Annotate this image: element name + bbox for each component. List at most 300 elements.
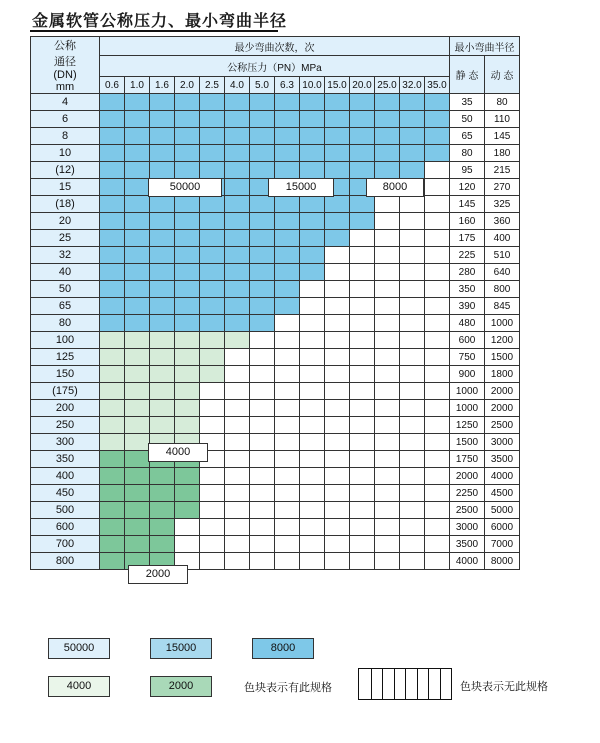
dynamic-radius: 2500 xyxy=(485,417,520,434)
pn-col-header: 6.3 xyxy=(275,77,300,94)
spec-cell xyxy=(150,383,175,400)
spec-cell xyxy=(275,383,300,400)
table-row xyxy=(31,281,520,298)
spec-cell xyxy=(175,264,200,281)
spec-cell xyxy=(425,179,450,196)
spec-cell xyxy=(150,111,175,128)
spec-cell xyxy=(400,281,425,298)
spec-cell xyxy=(425,247,450,264)
dynamic-radius: 8000 xyxy=(485,553,520,570)
spec-cell xyxy=(325,298,350,315)
pn-col-header: 20.0 xyxy=(350,77,375,94)
static-radius: 280 xyxy=(450,264,485,281)
spec-cell xyxy=(375,264,400,281)
pn-col-header: 1.0 xyxy=(125,77,150,94)
dn-line-3: (DN) xyxy=(53,69,77,81)
table-row xyxy=(31,468,520,485)
spec-cell xyxy=(275,298,300,315)
table-body xyxy=(31,94,520,570)
spec-cell xyxy=(350,145,375,162)
spec-cell xyxy=(425,111,450,128)
dynamic-radius: 1500 xyxy=(485,349,520,366)
table-row xyxy=(31,247,520,264)
spec-cell xyxy=(325,230,350,247)
spec-cell xyxy=(150,366,175,383)
static-radius: 3500 xyxy=(450,536,485,553)
spec-cell xyxy=(175,536,200,553)
dynamic-radius: 325 xyxy=(485,196,520,213)
pn-header: 公称压力（PN）MPa xyxy=(100,56,450,77)
spec-cell xyxy=(225,298,250,315)
spec-cell xyxy=(200,128,225,145)
spec-cell xyxy=(175,247,200,264)
spec-cell xyxy=(200,213,225,230)
spec-cell xyxy=(250,519,275,536)
spec-cell xyxy=(350,230,375,247)
spec-cell xyxy=(225,468,250,485)
spec-cell xyxy=(250,111,275,128)
dynamic-radius: 400 xyxy=(485,230,520,247)
spec-cell xyxy=(125,298,150,315)
spec-cell xyxy=(375,451,400,468)
dynamic-radius: 4000 xyxy=(485,468,520,485)
spec-cell xyxy=(275,451,300,468)
spec-cell xyxy=(125,162,150,179)
spec-cell xyxy=(350,366,375,383)
spec-cell xyxy=(150,485,175,502)
spec-cell xyxy=(125,332,150,349)
legend-50000: 50000 xyxy=(48,638,110,659)
spec-cell xyxy=(400,145,425,162)
dn-value: 200 xyxy=(31,400,100,417)
spec-cell xyxy=(175,281,200,298)
spec-cell xyxy=(325,468,350,485)
dn-value: 300 xyxy=(31,434,100,451)
spec-cell xyxy=(200,536,225,553)
spec-cell xyxy=(325,366,350,383)
spec-cell xyxy=(375,383,400,400)
dynamic-radius: 640 xyxy=(485,264,520,281)
spec-cell xyxy=(400,213,425,230)
dn-value: 50 xyxy=(31,281,100,298)
spec-cell xyxy=(400,111,425,128)
spec-cell xyxy=(425,536,450,553)
dn-value: 600 xyxy=(31,519,100,536)
spec-cell xyxy=(350,196,375,213)
static-radius: 480 xyxy=(450,315,485,332)
spec-cell xyxy=(200,485,225,502)
spec-cell xyxy=(150,213,175,230)
spec-cell xyxy=(275,247,300,264)
spec-cell xyxy=(100,485,125,502)
spec-cell xyxy=(225,213,250,230)
spec-cell xyxy=(275,519,300,536)
spec-cell xyxy=(300,519,325,536)
spec-cell xyxy=(300,553,325,570)
spec-cell xyxy=(400,94,425,111)
dynamic-radius: 110 xyxy=(485,111,520,128)
spec-cell xyxy=(325,332,350,349)
spec-cell xyxy=(300,417,325,434)
spec-cell xyxy=(100,281,125,298)
dynamic-radius: 3000 xyxy=(485,434,520,451)
spec-cell xyxy=(350,519,375,536)
table-row xyxy=(31,94,520,111)
spec-cell xyxy=(175,468,200,485)
spec-cell xyxy=(250,264,275,281)
spec-cell xyxy=(225,400,250,417)
static-radius: 1500 xyxy=(450,434,485,451)
spec-cell xyxy=(250,502,275,519)
spec-cell xyxy=(200,468,225,485)
spec-cell xyxy=(125,468,150,485)
spec-cell xyxy=(150,230,175,247)
table-row xyxy=(31,366,520,383)
spec-cell xyxy=(100,502,125,519)
header-row-2 xyxy=(31,56,520,77)
dn-value: (12) xyxy=(31,162,100,179)
spec-cell xyxy=(375,94,400,111)
spec-cell xyxy=(100,366,125,383)
static-radius: 3000 xyxy=(450,519,485,536)
spec-cell xyxy=(200,332,225,349)
spec-cell xyxy=(175,111,200,128)
spec-cell xyxy=(150,162,175,179)
spec-cell xyxy=(350,332,375,349)
dn-value: 125 xyxy=(31,349,100,366)
spec-cell xyxy=(125,434,150,451)
spec-cell xyxy=(300,468,325,485)
spec-cell xyxy=(125,94,150,111)
spec-cell xyxy=(150,264,175,281)
spec-table xyxy=(30,36,520,570)
spec-cell xyxy=(200,145,225,162)
spec-cell xyxy=(300,434,325,451)
table-row xyxy=(31,383,520,400)
spec-cell xyxy=(100,213,125,230)
dynamic-radius: 4500 xyxy=(485,485,520,502)
spec-cell xyxy=(250,451,275,468)
spec-cell xyxy=(175,162,200,179)
spec-cell xyxy=(375,349,400,366)
spec-cell xyxy=(300,315,325,332)
spec-cell xyxy=(125,349,150,366)
dynamic-radius: 2000 xyxy=(485,400,520,417)
header-row-1 xyxy=(31,37,520,56)
table-row xyxy=(31,553,520,570)
dn-value: 20 xyxy=(31,213,100,230)
dn-value: 150 xyxy=(31,366,100,383)
spec-cell xyxy=(100,264,125,281)
spec-cell xyxy=(200,111,225,128)
pn-col-header: 15.0 xyxy=(325,77,350,94)
spec-cell xyxy=(375,366,400,383)
dn-value: 400 xyxy=(31,468,100,485)
spec-cell xyxy=(300,349,325,366)
static-radius: 390 xyxy=(450,298,485,315)
spec-cell xyxy=(325,281,350,298)
dynamic-radius: 145 xyxy=(485,128,520,145)
spec-cell xyxy=(275,536,300,553)
static-radius: 145 xyxy=(450,196,485,213)
spec-cell xyxy=(350,502,375,519)
table-row xyxy=(31,298,520,315)
spec-cell xyxy=(300,247,325,264)
spec-cell xyxy=(100,553,125,570)
spec-cell xyxy=(425,417,450,434)
spec-cell xyxy=(200,400,225,417)
spec-cell xyxy=(175,417,200,434)
spec-cell xyxy=(375,230,400,247)
spec-cell xyxy=(325,213,350,230)
spec-cell xyxy=(250,383,275,400)
dynamic-radius: 1200 xyxy=(485,332,520,349)
spec-cell xyxy=(400,383,425,400)
spec-cell xyxy=(275,366,300,383)
spec-cell xyxy=(375,162,400,179)
bend-count-header: 最少弯曲次数，次 xyxy=(100,37,450,56)
spec-cell xyxy=(400,162,425,179)
spec-cell xyxy=(325,400,350,417)
spec-cell xyxy=(175,502,200,519)
spec-cell xyxy=(300,502,325,519)
spec-cell xyxy=(200,383,225,400)
spec-cell xyxy=(400,349,425,366)
pn-col-header: 25.0 xyxy=(375,77,400,94)
spec-cell xyxy=(275,502,300,519)
spec-cell xyxy=(400,417,425,434)
spec-cell xyxy=(275,434,300,451)
spec-cell xyxy=(150,468,175,485)
pn-col-header: 1.6 xyxy=(150,77,175,94)
spec-cell xyxy=(325,247,350,264)
spec-cell xyxy=(200,298,225,315)
spec-cell xyxy=(125,128,150,145)
spec-cell xyxy=(325,485,350,502)
spec-cell xyxy=(375,332,400,349)
spec-cell xyxy=(300,485,325,502)
spec-cell xyxy=(125,485,150,502)
static-radius: 80 xyxy=(450,145,485,162)
spec-cell xyxy=(175,128,200,145)
badge-50000: 50000 xyxy=(148,178,222,197)
spec-cell xyxy=(125,519,150,536)
spec-cell xyxy=(200,196,225,213)
spec-cell xyxy=(175,383,200,400)
static-radius: 35 xyxy=(450,94,485,111)
spec-cell xyxy=(375,536,400,553)
spec-cell xyxy=(375,417,400,434)
legend-15000: 15000 xyxy=(150,638,212,659)
spec-cell xyxy=(150,281,175,298)
spec-cell xyxy=(250,162,275,179)
spec-cell xyxy=(350,434,375,451)
spec-cell xyxy=(275,111,300,128)
table-row xyxy=(31,332,520,349)
spec-cell xyxy=(150,519,175,536)
spec-cell xyxy=(250,485,275,502)
dn-value: 100 xyxy=(31,332,100,349)
spec-cell xyxy=(175,230,200,247)
spec-cell xyxy=(325,451,350,468)
spec-cell xyxy=(425,400,450,417)
hatch-line xyxy=(417,669,418,699)
spec-cell xyxy=(325,519,350,536)
spec-cell xyxy=(150,400,175,417)
spec-cell xyxy=(275,281,300,298)
table-header xyxy=(31,37,520,94)
dynamic-radius: 6000 xyxy=(485,519,520,536)
spec-cell xyxy=(400,536,425,553)
spec-cell xyxy=(100,179,125,196)
spec-cell xyxy=(200,519,225,536)
spec-cell xyxy=(275,162,300,179)
pn-col-header: 2.5 xyxy=(200,77,225,94)
spec-cell xyxy=(375,485,400,502)
spec-cell xyxy=(300,536,325,553)
spec-cell xyxy=(125,111,150,128)
spec-cell xyxy=(400,519,425,536)
spec-cell xyxy=(175,315,200,332)
spec-cell xyxy=(300,230,325,247)
spec-cell xyxy=(275,196,300,213)
spec-cell xyxy=(100,315,125,332)
spec-cell xyxy=(250,553,275,570)
spec-cell xyxy=(375,281,400,298)
spec-cell xyxy=(125,281,150,298)
spec-cell xyxy=(125,417,150,434)
dynamic-radius: 2000 xyxy=(485,383,520,400)
table-row xyxy=(31,162,520,179)
dn-value: 40 xyxy=(31,264,100,281)
dn-value: 25 xyxy=(31,230,100,247)
spec-cell xyxy=(325,502,350,519)
dn-value: 80 xyxy=(31,315,100,332)
badge-15000: 15000 xyxy=(268,178,334,197)
spec-cell xyxy=(150,298,175,315)
spec-cell xyxy=(400,196,425,213)
spec-cell xyxy=(300,94,325,111)
spec-cell xyxy=(100,400,125,417)
hatch-line xyxy=(405,669,406,699)
static-radius: 750 xyxy=(450,349,485,366)
spec-cell xyxy=(100,230,125,247)
dn-value: 32 xyxy=(31,247,100,264)
hatch-line xyxy=(382,669,383,699)
spec-cell xyxy=(375,128,400,145)
badge-4000: 4000 xyxy=(148,443,208,462)
spec-cell xyxy=(275,230,300,247)
spec-cell xyxy=(200,230,225,247)
spec-cell xyxy=(375,298,400,315)
static-radius: 1750 xyxy=(450,451,485,468)
spec-cell xyxy=(175,145,200,162)
spec-cell xyxy=(150,349,175,366)
spec-cell xyxy=(125,247,150,264)
dn-value: 4 xyxy=(31,94,100,111)
dn-value: 700 xyxy=(31,536,100,553)
dn-line-1: 公称 xyxy=(54,40,76,52)
spec-cell xyxy=(275,332,300,349)
spec-cell xyxy=(300,145,325,162)
spec-cell xyxy=(150,417,175,434)
table-row xyxy=(31,502,520,519)
dynamic-radius: 180 xyxy=(485,145,520,162)
spec-cell xyxy=(425,128,450,145)
spec-cell xyxy=(425,213,450,230)
dynamic-radius: 7000 xyxy=(485,536,520,553)
spec-cell xyxy=(325,315,350,332)
spec-cell xyxy=(425,315,450,332)
table-row xyxy=(31,536,520,553)
spec-cell xyxy=(250,298,275,315)
spec-cell xyxy=(100,349,125,366)
spec-cell xyxy=(125,145,150,162)
spec-cell xyxy=(275,213,300,230)
spec-cell xyxy=(350,400,375,417)
spec-cell xyxy=(425,94,450,111)
spec-cell xyxy=(400,502,425,519)
table-row xyxy=(31,451,520,468)
spec-cell xyxy=(300,264,325,281)
spec-cell xyxy=(325,145,350,162)
spec-cell xyxy=(400,366,425,383)
spec-cell xyxy=(325,417,350,434)
spec-cell xyxy=(375,145,400,162)
spec-cell xyxy=(225,332,250,349)
spec-cell xyxy=(425,145,450,162)
spec-cell xyxy=(425,519,450,536)
spec-cell xyxy=(275,349,300,366)
dn-value: 8 xyxy=(31,128,100,145)
spec-cell xyxy=(325,94,350,111)
spec-cell xyxy=(250,468,275,485)
spec-cell xyxy=(225,536,250,553)
table-row xyxy=(31,230,520,247)
spec-cell xyxy=(425,349,450,366)
spec-cell xyxy=(225,349,250,366)
legend-2000: 2000 xyxy=(150,676,212,697)
spec-cell xyxy=(375,196,400,213)
static-radius: 120 xyxy=(450,179,485,196)
hatch-line xyxy=(394,669,395,699)
spec-cell xyxy=(350,247,375,264)
spec-cell xyxy=(100,451,125,468)
spec-cell xyxy=(200,417,225,434)
dynamic-radius: 270 xyxy=(485,179,520,196)
spec-cell xyxy=(325,162,350,179)
dn-value: 65 xyxy=(31,298,100,315)
spec-cell xyxy=(300,111,325,128)
spec-cell xyxy=(125,366,150,383)
static-radius: 2250 xyxy=(450,485,485,502)
dynamic-radius: 80 xyxy=(485,94,520,111)
spec-cell xyxy=(100,332,125,349)
spec-cell xyxy=(350,451,375,468)
spec-cell xyxy=(425,281,450,298)
table-row xyxy=(31,315,520,332)
spec-cell xyxy=(425,468,450,485)
static-radius: 95 xyxy=(450,162,485,179)
spec-cell xyxy=(350,417,375,434)
spec-cell xyxy=(225,366,250,383)
spec-cell xyxy=(300,366,325,383)
spec-cell xyxy=(300,332,325,349)
dynamic-radius: 845 xyxy=(485,298,520,315)
pn-col-header: 10.0 xyxy=(300,77,325,94)
spec-cell xyxy=(300,196,325,213)
spec-cell xyxy=(125,400,150,417)
